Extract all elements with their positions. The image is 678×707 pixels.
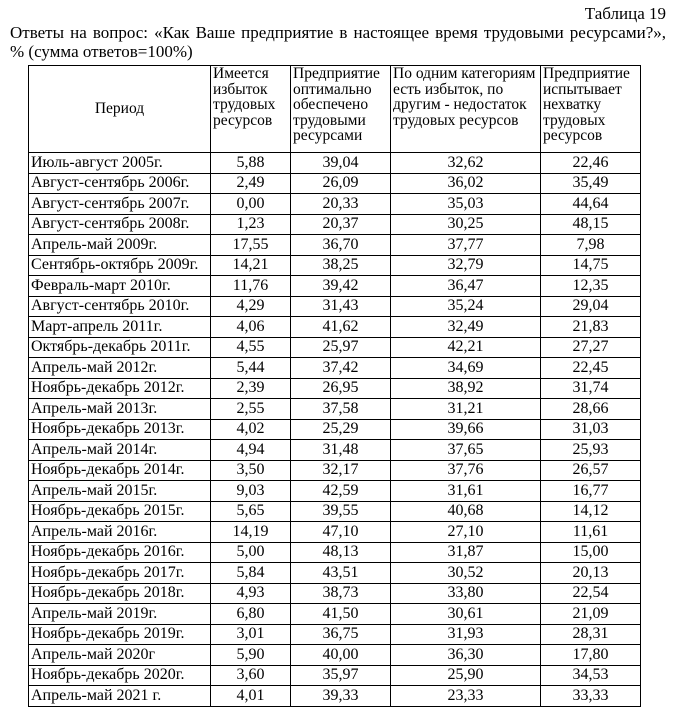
surplus-cell: 4,01 [211, 686, 291, 707]
optimal-cell: 31,43 [291, 296, 391, 317]
shortage-cell: 33,33 [541, 686, 641, 707]
surplus-cell: 11,76 [211, 276, 291, 297]
column-header-period: Период [29, 66, 211, 153]
shortage-cell: 35,49 [541, 173, 641, 194]
mixed-cell: 42,21 [391, 337, 541, 358]
shortage-cell: 25,93 [541, 440, 641, 461]
shortage-cell: 31,03 [541, 419, 641, 440]
table-row [29, 399, 641, 420]
shortage-cell: 31,74 [541, 378, 641, 399]
optimal-cell: 20,37 [291, 214, 391, 235]
column-header-optimal: Предприятие оптимально обеспечено трудовыми ресурсами [291, 66, 391, 153]
period-cell: Ноябрь-декабрь 2014г. [29, 460, 211, 481]
period-cell: Август-сентябрь 2010г. [29, 296, 211, 317]
optimal-cell: 36,75 [291, 624, 391, 645]
shortage-cell: 11,61 [541, 522, 641, 543]
period-cell: Апрель-май 2020г [29, 645, 211, 666]
mixed-cell: 35,03 [391, 194, 541, 215]
optimal-cell: 48,13 [291, 542, 391, 563]
surplus-cell: 5,84 [211, 563, 291, 584]
shortage-cell: 20,13 [541, 563, 641, 584]
period-cell: Апрель-май 2014г. [29, 440, 211, 461]
optimal-cell: 40,00 [291, 645, 391, 666]
surplus-cell: 6,80 [211, 604, 291, 625]
column-header-surplus: Имеется избыток трудовых ресурсов [211, 66, 291, 153]
surplus-cell: 5,65 [211, 501, 291, 522]
table-row [29, 686, 641, 707]
surplus-cell: 4,93 [211, 583, 291, 604]
period-cell: Февраль-март 2010г. [29, 276, 211, 297]
optimal-cell: 31,48 [291, 440, 391, 461]
optimal-cell: 38,25 [291, 255, 391, 276]
period-cell: Ноябрь-декабрь 2019г. [29, 624, 211, 645]
shortage-cell: 44,64 [541, 194, 641, 215]
mixed-cell: 32,49 [391, 317, 541, 338]
table-row [29, 255, 641, 276]
period-cell: Ноябрь-декабрь 2015г. [29, 501, 211, 522]
period-cell: Ноябрь-декабрь 2012г. [29, 378, 211, 399]
optimal-cell: 42,59 [291, 481, 391, 502]
shortage-cell: 27,27 [541, 337, 641, 358]
optimal-cell: 37,42 [291, 358, 391, 379]
optimal-cell: 41,50 [291, 604, 391, 625]
surplus-cell: 9,03 [211, 481, 291, 502]
surplus-cell: 2,39 [211, 378, 291, 399]
table-header-row [29, 66, 641, 153]
mixed-cell: 31,61 [391, 481, 541, 502]
surplus-cell: 5,88 [211, 153, 291, 174]
optimal-cell: 25,97 [291, 337, 391, 358]
surplus-cell: 2,55 [211, 399, 291, 420]
mixed-cell: 37,77 [391, 235, 541, 256]
optimal-cell: 39,33 [291, 686, 391, 707]
optimal-cell: 37,58 [291, 399, 391, 420]
period-cell: Апрель-май 2012г. [29, 358, 211, 379]
shortage-cell: 22,46 [541, 153, 641, 174]
mixed-cell: 40,68 [391, 501, 541, 522]
period-cell: Сентябрь-октябрь 2009г. [29, 255, 211, 276]
period-cell: Ноябрь-декабрь 2018г. [29, 583, 211, 604]
shortage-cell: 21,09 [541, 604, 641, 625]
optimal-cell: 20,33 [291, 194, 391, 215]
table-row [29, 358, 641, 379]
surplus-cell: 5,44 [211, 358, 291, 379]
optimal-cell: 39,55 [291, 501, 391, 522]
period-cell: Ноябрь-декабрь 2016г. [29, 542, 211, 563]
table-row [29, 542, 641, 563]
period-cell: Август-сентябрь 2008г. [29, 214, 211, 235]
mixed-cell: 34,69 [391, 358, 541, 379]
period-cell: Октябрь-декабрь 2011г. [29, 337, 211, 358]
optimal-cell: 35,97 [291, 665, 391, 686]
column-header-mixed: По одним категориям есть избыток, по другим - недостаток трудовых ресурсов [391, 66, 541, 153]
shortage-cell: 28,66 [541, 399, 641, 420]
optimal-cell: 25,29 [291, 419, 391, 440]
table-row [29, 378, 641, 399]
period-cell: Ноябрь-декабрь 2013г. [29, 419, 211, 440]
mixed-cell: 30,61 [391, 604, 541, 625]
shortage-cell: 15,00 [541, 542, 641, 563]
mixed-cell: 30,25 [391, 214, 541, 235]
shortage-cell: 26,57 [541, 460, 641, 481]
period-cell: Ноябрь-декабрь 2017г. [29, 563, 211, 584]
surplus-cell: 3,50 [211, 460, 291, 481]
table-body [29, 153, 641, 707]
table-row [29, 337, 641, 358]
surplus-cell: 1,23 [211, 214, 291, 235]
mixed-cell: 39,66 [391, 419, 541, 440]
mixed-cell: 36,47 [391, 276, 541, 297]
optimal-cell: 43,51 [291, 563, 391, 584]
table-row [29, 563, 641, 584]
period-cell: Август-сентябрь 2007г. [29, 194, 211, 215]
table-row [29, 522, 641, 543]
table-row [29, 276, 641, 297]
optimal-cell: 36,70 [291, 235, 391, 256]
table-row [29, 645, 641, 666]
optimal-cell: 41,62 [291, 317, 391, 338]
period-cell: Июль-август 2005г. [29, 153, 211, 174]
optimal-cell: 47,10 [291, 522, 391, 543]
shortage-cell: 29,04 [541, 296, 641, 317]
mixed-cell: 38,92 [391, 378, 541, 399]
table-row [29, 153, 641, 174]
period-cell: Апрель-май 2009г. [29, 235, 211, 256]
table-row [29, 665, 641, 686]
table-row [29, 317, 641, 338]
surplus-cell: 5,00 [211, 542, 291, 563]
mixed-cell: 23,33 [391, 686, 541, 707]
surplus-cell: 3,60 [211, 665, 291, 686]
table-row [29, 481, 641, 502]
table-caption: Ответы на вопрос: «Как Ваше предприятие в настоящее время трудовыми ресурсами?», % (сумма ответов=100%) [10, 23, 666, 61]
period-cell: Апрель-май 2019г. [29, 604, 211, 625]
surplus-cell: 3,01 [211, 624, 291, 645]
table-row [29, 440, 641, 461]
optimal-cell: 38,73 [291, 583, 391, 604]
table-number: Таблица 19 [584, 4, 666, 23]
table-row [29, 173, 641, 194]
shortage-cell: 12,35 [541, 276, 641, 297]
mixed-cell: 36,02 [391, 173, 541, 194]
shortage-cell: 16,77 [541, 481, 641, 502]
shortage-cell: 34,53 [541, 665, 641, 686]
optimal-cell: 26,95 [291, 378, 391, 399]
shortage-cell: 28,31 [541, 624, 641, 645]
mixed-cell: 31,21 [391, 399, 541, 420]
mixed-cell: 31,87 [391, 542, 541, 563]
surplus-cell: 5,90 [211, 645, 291, 666]
period-cell: Апрель-май 2013г. [29, 399, 211, 420]
shortage-cell: 48,15 [541, 214, 641, 235]
table-row [29, 624, 641, 645]
surplus-cell: 2,49 [211, 173, 291, 194]
surplus-cell: 14,21 [211, 255, 291, 276]
mixed-cell: 36,30 [391, 645, 541, 666]
mixed-cell: 25,90 [391, 665, 541, 686]
period-cell: Апрель-май 2015г. [29, 481, 211, 502]
column-header-shortage: Предприятие испытывает нехватку трудовых ресурсов [541, 66, 641, 153]
shortage-cell: 22,54 [541, 583, 641, 604]
surplus-cell: 4,29 [211, 296, 291, 317]
mixed-cell: 27,10 [391, 522, 541, 543]
period-cell: Ноябрь-декабрь 2020г. [29, 665, 211, 686]
surplus-cell: 14,19 [211, 522, 291, 543]
table-row [29, 460, 641, 481]
period-cell: Апрель-май 2021 г. [29, 686, 211, 707]
surplus-cell: 4,06 [211, 317, 291, 338]
optimal-cell: 32,17 [291, 460, 391, 481]
table-row [29, 501, 641, 522]
table-row [29, 583, 641, 604]
optimal-cell: 39,42 [291, 276, 391, 297]
surplus-cell: 17,55 [211, 235, 291, 256]
shortage-cell: 22,45 [541, 358, 641, 379]
mixed-cell: 35,24 [391, 296, 541, 317]
period-cell: Август-сентябрь 2006г. [29, 173, 211, 194]
shortage-cell: 14,75 [541, 255, 641, 276]
table-row [29, 296, 641, 317]
table-row [29, 419, 641, 440]
optimal-cell: 26,09 [291, 173, 391, 194]
mixed-cell: 32,79 [391, 255, 541, 276]
surplus-cell: 4,55 [211, 337, 291, 358]
surplus-cell: 0,00 [211, 194, 291, 215]
shortage-cell: 21,83 [541, 317, 641, 338]
shortage-cell: 17,80 [541, 645, 641, 666]
mixed-cell: 37,65 [391, 440, 541, 461]
mixed-cell: 33,80 [391, 583, 541, 604]
table-row [29, 214, 641, 235]
period-cell: Март-апрель 2011г. [29, 317, 211, 338]
mixed-cell: 30,52 [391, 563, 541, 584]
mixed-cell: 37,76 [391, 460, 541, 481]
surplus-cell: 4,02 [211, 419, 291, 440]
table-row [29, 194, 641, 215]
shortage-cell: 7,98 [541, 235, 641, 256]
survey-table [28, 65, 641, 707]
table-row [29, 235, 641, 256]
shortage-cell: 14,12 [541, 501, 641, 522]
optimal-cell: 39,04 [291, 153, 391, 174]
mixed-cell: 31,93 [391, 624, 541, 645]
mixed-cell: 32,62 [391, 153, 541, 174]
period-cell: Апрель-май 2016г. [29, 522, 211, 543]
table-row [29, 604, 641, 625]
surplus-cell: 4,94 [211, 440, 291, 461]
